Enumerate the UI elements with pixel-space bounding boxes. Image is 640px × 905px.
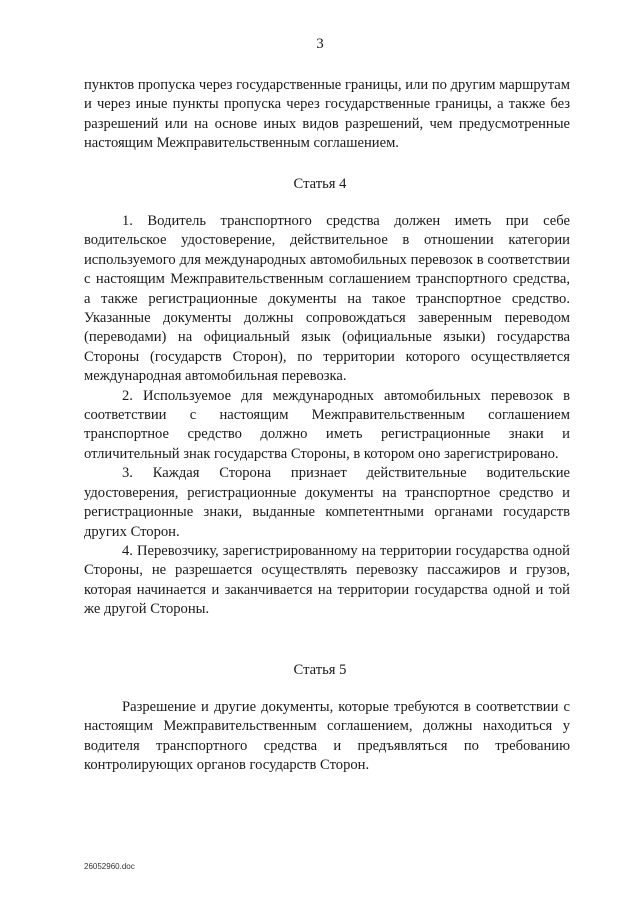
article-5-body <box>84 698 570 776</box>
article-4-paragraph-2: 2. Используемое для международных автомобильных перевозок в соответствии с настоящим Межправительственным соглашением транспортное средство должно иметь регистрационные знаки и отличительный знак государства Стороны, в котором оно зарегистрировано. <box>84 387 570 462</box>
footer-filename: 26052960.doc <box>84 862 135 871</box>
article-5-heading: Статья 5 <box>293 662 347 678</box>
intro-paragraph-block <box>84 76 570 154</box>
article-4-paragraph-1: 1. Водитель транспортного средства должен иметь при себе водительское удостоверение, действительное в отношении категории используемого для международных автомобильных перевозок в соответствии с настоящим Межправительственным соглашением транспортного средства, а также регистрационные документы на такое транспортное средство. Указанные документы должны сопровождаться заверенным переводом (переводами) на официальный язык (официальные языки) государства Стороны (государств Сторон), по территории которого осуществляется международная автомобильная перевозка. <box>84 213 570 385</box>
article-5-paragraph-1: Разрешение и другие документы, которые требуются в соответствии с настоящим Межправительственным соглашением, должны находиться у водителя транспортного средства и предъявляться по требованию контролирующих органов государств Сторон. <box>84 699 570 774</box>
article-4-heading: Статья 4 <box>293 176 347 192</box>
article-4-body <box>84 212 570 620</box>
page-number: 3 <box>316 36 324 52</box>
article-4-paragraph-3: 3. Каждая Сторона признает действительные водительские удостоверения, регистрационные документы на транспортное средство и регистрационные знаки, выданные компетентными органами государств других Сторон. <box>84 465 570 540</box>
intro-paragraph: пунктов пропуска через государственные границы, или по другим маршрутам и через иные пункты пропуска через государственные границы, а также без разрешений или на основе иных видов разрешений, чем предусмотренные настоящим Межправительственным соглашением. <box>84 77 570 152</box>
article-4-paragraph-4: 4. Перевозчику, зарегистрированному на территории государства одной Стороны, не разрешается осуществлять перевозку пассажиров и грузов, которая начинается и заканчивается на территории государства одной и той же другой Стороны. <box>84 542 570 618</box>
